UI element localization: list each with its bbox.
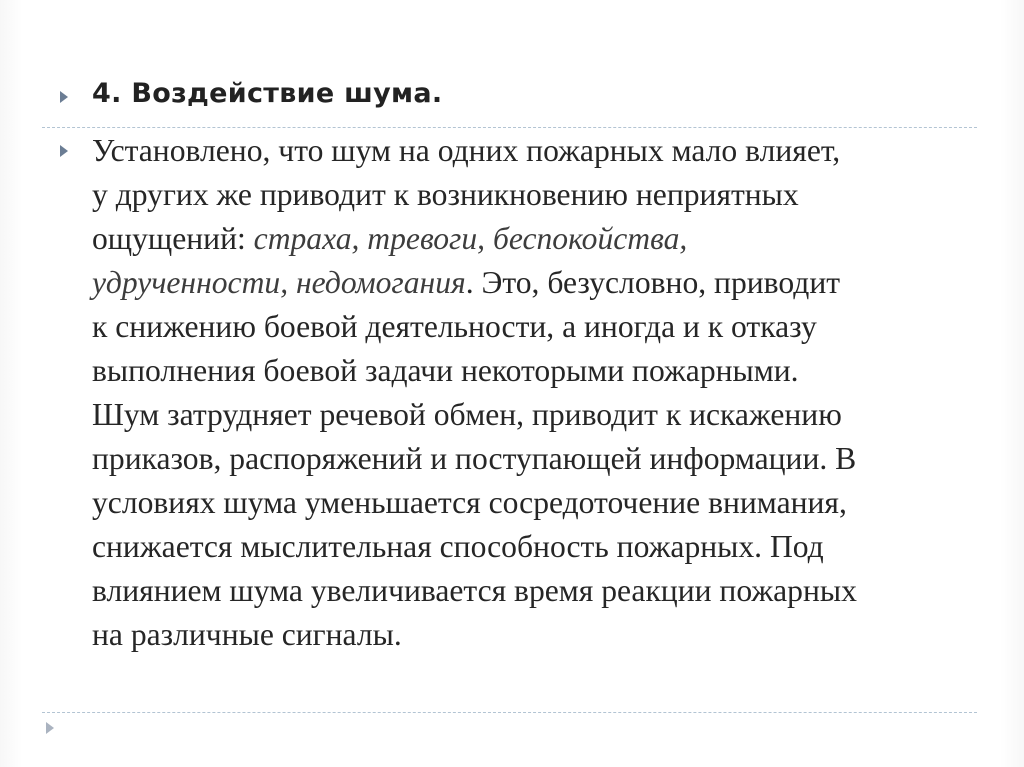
body-line: удрученности, недомогания. Это, безусловно, приводит bbox=[92, 265, 841, 300]
dashed-divider-top bbox=[42, 127, 977, 128]
slide-body-text bbox=[92, 129, 997, 657]
body-line: Установлено, что шум на одних пожарных мало влияет, bbox=[92, 133, 841, 168]
italic-emphasis: удрученности, недомогания bbox=[92, 265, 466, 300]
bullet-arrow-icon bbox=[60, 145, 68, 157]
body-line: снижается мыслительная способность пожарных. Под bbox=[92, 529, 824, 564]
body-line: ощущений: страха, тревоги, беспокойства, bbox=[92, 221, 688, 256]
body-line: приказов, распоряжений и поступающей информации. В bbox=[92, 441, 857, 476]
italic-emphasis: страха, тревоги, беспокойства, bbox=[253, 221, 688, 256]
body-line: Шум затрудняет речевой обмен, приводит к искажению bbox=[92, 397, 842, 432]
slide-heading: 4. Воздействие шума. bbox=[92, 78, 443, 109]
body-line: выполнения боевой задачи некоторыми пожарными. bbox=[92, 353, 799, 388]
body-line: у других же приводит к возникновению неприятных bbox=[92, 177, 799, 212]
body-line: на различные сигналы. bbox=[92, 617, 402, 652]
body-line: влиянием шума увеличивается время реакции пожарных bbox=[92, 573, 857, 608]
body-line: условиях шума уменьшается сосредоточение внимания, bbox=[92, 485, 847, 520]
dashed-divider-bottom bbox=[42, 712, 977, 713]
body-line: к снижению боевой деятельности, а иногда и к отказу bbox=[92, 309, 817, 344]
bullet-arrow-icon bbox=[60, 91, 68, 103]
bullet-arrow-icon bbox=[46, 722, 54, 734]
